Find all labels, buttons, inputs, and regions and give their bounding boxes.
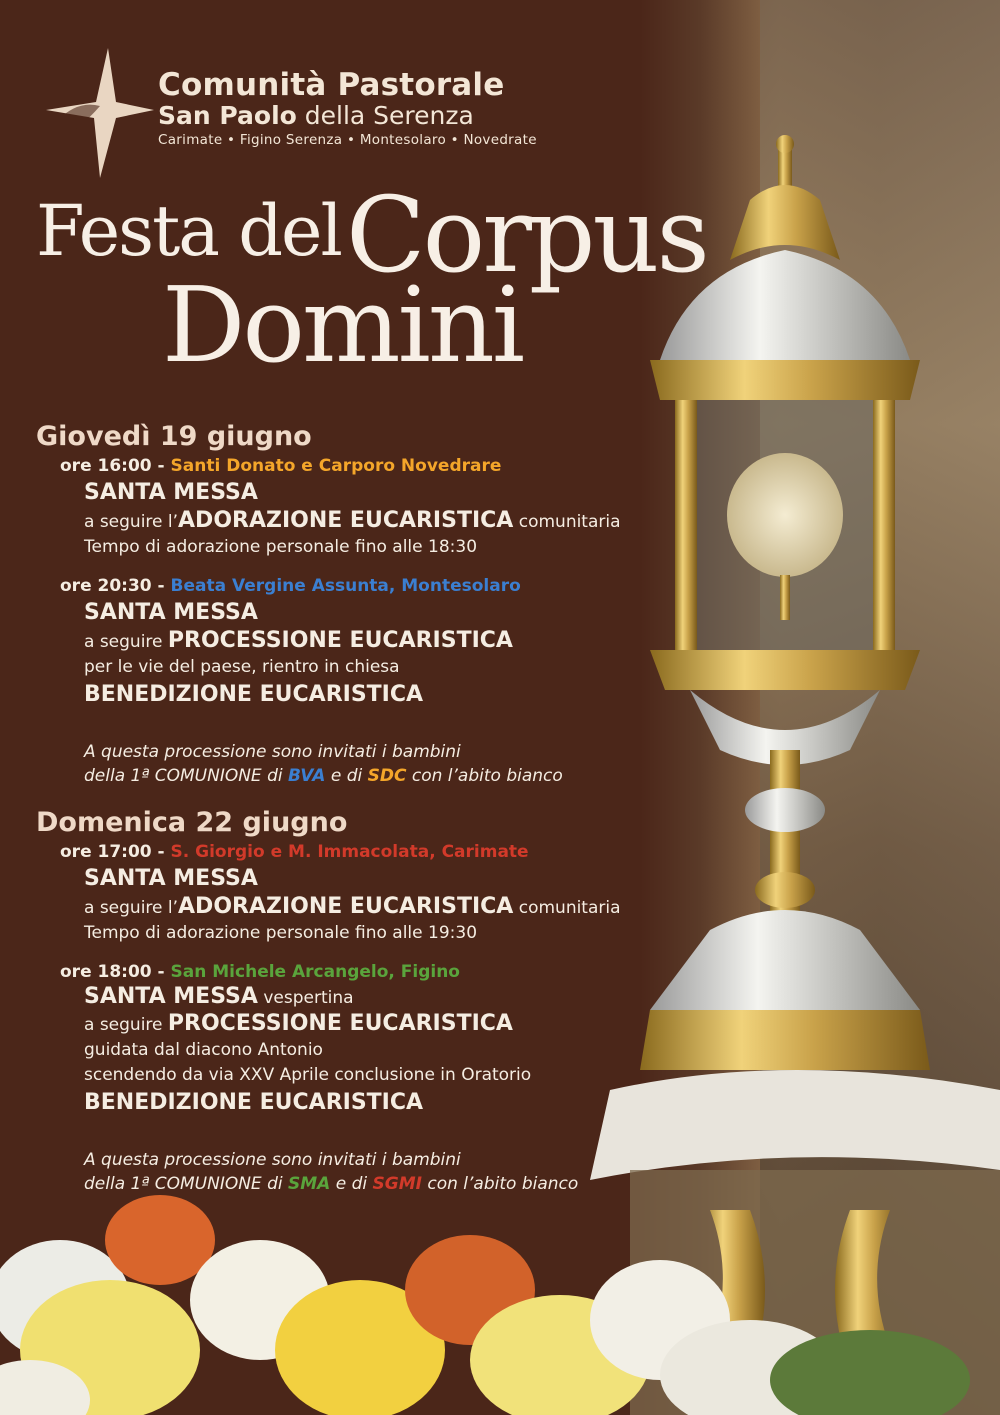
note-line [84, 1172, 676, 1196]
event-time [60, 840, 676, 864]
event [60, 840, 676, 946]
event-title: SANTA MESSA [84, 984, 258, 1009]
event-line-pre: a seguire l’ [84, 512, 179, 532]
event-line-bold: ADORAZIONE EUCARISTICA [178, 894, 514, 919]
note-mid: e di [325, 766, 368, 786]
event-line: guidata dal diacono Antonio [84, 1040, 323, 1060]
event-line: scendendo da via XXV Aprile conclusione in Oratorio [84, 1065, 532, 1085]
note-post: con l’abito bianco [421, 1174, 579, 1194]
event-line-bold: PROCESSIONE EUCARISTICA [167, 628, 513, 653]
event-line-bold: PROCESSIONE EUCARISTICA [167, 1011, 513, 1036]
event [60, 960, 676, 1118]
note-code: BVA [288, 766, 326, 786]
event-line-pre: a seguire [84, 1015, 168, 1035]
day-heading: Domenica 22 giugno [36, 807, 348, 838]
note-pre: della 1ª COMUNIONE di [84, 1174, 288, 1194]
event-line-post: comunitaria [513, 512, 621, 532]
event-place: San Michele Arcangelo, Figino [170, 962, 460, 982]
event-title-post: vespertina [257, 988, 354, 1008]
day-heading: Giovedì 19 giugno [36, 421, 312, 452]
org-subtitle-rest: della Serenza [296, 101, 474, 130]
headline-domini: Domini [162, 264, 523, 386]
event-line-post: comunitaria [513, 898, 621, 918]
org-places: Carimate • Figino Serenza • Montesolaro • Novedrate [158, 132, 537, 148]
org-subtitle-bold: San Paolo [158, 101, 297, 130]
organization-block [158, 68, 537, 150]
headline-corpus: Corpus [346, 174, 707, 296]
invitation-note [84, 740, 676, 788]
event-line-pre: a seguire l’ [84, 898, 179, 918]
event [60, 454, 676, 560]
event-title: SANTA MESSA [84, 866, 258, 891]
org-title: Comunità Pastorale [158, 67, 505, 103]
event-line [84, 894, 676, 921]
event-line: Tempo di adorazione personale fino alle 19:30 [84, 923, 478, 943]
event-time [60, 960, 676, 984]
note-mid: e di [330, 1174, 373, 1194]
event-line-bold: ADORAZIONE EUCARISTICA [178, 508, 514, 533]
note-post: con l’abito bianco [406, 766, 563, 786]
event-title: SANTA MESSA [84, 480, 258, 505]
note-line: A questa processione sono invitati i bambini [84, 1150, 461, 1170]
note-pre: della 1ª COMUNIONE di [84, 766, 288, 786]
invitation-note [84, 1148, 676, 1196]
headline-festa: Festa del [36, 190, 341, 272]
schedule [36, 420, 676, 1196]
event-title: BENEDIZIONE EUCARISTICA [84, 1090, 424, 1115]
event-title: SANTA MESSA [84, 600, 258, 625]
event-line: Tempo di adorazione personale fino alle 18:30 [84, 537, 478, 557]
org-subtitle [158, 102, 537, 130]
parish-logo [38, 40, 158, 180]
event-time-text: ore 18:00 - [60, 962, 171, 982]
event-line: per le vie del paese, rientro in chiesa [84, 657, 400, 677]
flowers-image [0, 1180, 1000, 1415]
event-place: S. Giorgio e M. Immacolata, Carimate [170, 842, 529, 862]
event-time-text: ore 17:00 - [60, 842, 171, 862]
event-time-text: ore 16:00 - [60, 456, 171, 476]
note-code: SGMI [372, 1174, 422, 1194]
note-code: SDC [367, 766, 407, 786]
event-line-pre: a seguire [84, 632, 168, 652]
event-time [60, 454, 676, 478]
event-place: Santi Donato e Carporo Novedrare [170, 456, 502, 476]
note-line: A questa processione sono invitati i bambini [84, 742, 461, 762]
event-title-line [84, 984, 676, 1011]
event-time-text: ore 20:30 - [60, 576, 171, 596]
event-title: BENEDIZIONE EUCARISTICA [84, 682, 424, 707]
event-line [84, 1011, 676, 1038]
note-line [84, 764, 676, 788]
event [60, 574, 676, 710]
event-line [84, 628, 676, 655]
note-code: SMA [288, 1174, 331, 1194]
event-line [84, 508, 676, 535]
event-time [60, 574, 676, 598]
event-place: Beata Vergine Assunta, Montesolaro [170, 576, 521, 596]
